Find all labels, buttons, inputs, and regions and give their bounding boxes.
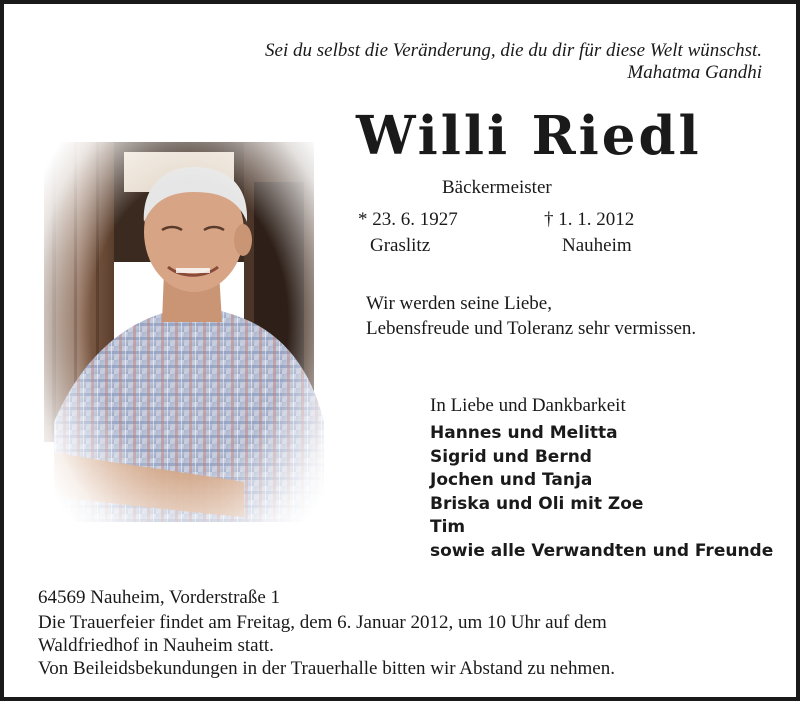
tribute-text [366, 291, 696, 341]
mourners-list [430, 422, 773, 563]
mourner-line: sowie alle Verwandten und Freunde [430, 540, 774, 561]
address: 64569 Nauheim, Vorderstraße 1 [38, 587, 281, 608]
portrait-photo [44, 122, 334, 542]
epigraph-quote [265, 40, 762, 84]
death-place: Nauheim [562, 235, 632, 256]
signoff-text: In Liebe und Dankbarkeit [430, 395, 626, 416]
tribute-line: Lebensfreude und Toleranz sehr vermissen. [366, 318, 697, 339]
ceremony-info [38, 611, 770, 657]
tribute-line: Wir werden seine Liebe, [366, 293, 552, 314]
mourner-line: Briska und Oli mit Zoe [430, 493, 644, 514]
profession: Bäckermeister [442, 177, 552, 198]
quote-author: Mahatma Gandhi [627, 62, 762, 83]
ceremony-line: Die Trauerfeier findet am Freitag, dem 6. Januar 2012, um 10 Uhr auf dem [38, 612, 607, 633]
quote-text: Sei du selbst die Veränderung, die du dir für diese Welt wünschst. [265, 40, 762, 61]
birth-place: Graslitz [370, 235, 431, 256]
deceased-name: Willi Riedl [356, 105, 702, 167]
mourner-line: Jochen und Tanja [430, 470, 593, 490]
mourner-line: Sigrid und Bernd [430, 446, 592, 467]
mourner-line: Hannes und Melitta [430, 423, 618, 443]
condolence-note: Von Beileidsbekundungen in der Trauerhalle bitten wir Abstand zu nehmen. [38, 658, 615, 679]
death-date: † 1. 1. 2012 [544, 209, 635, 230]
ceremony-line: Waldfriedhof in Nauheim statt. [38, 635, 274, 656]
mourner-line: Tim [430, 517, 466, 537]
birth-date: * 23. 6. 1927 [358, 209, 458, 230]
